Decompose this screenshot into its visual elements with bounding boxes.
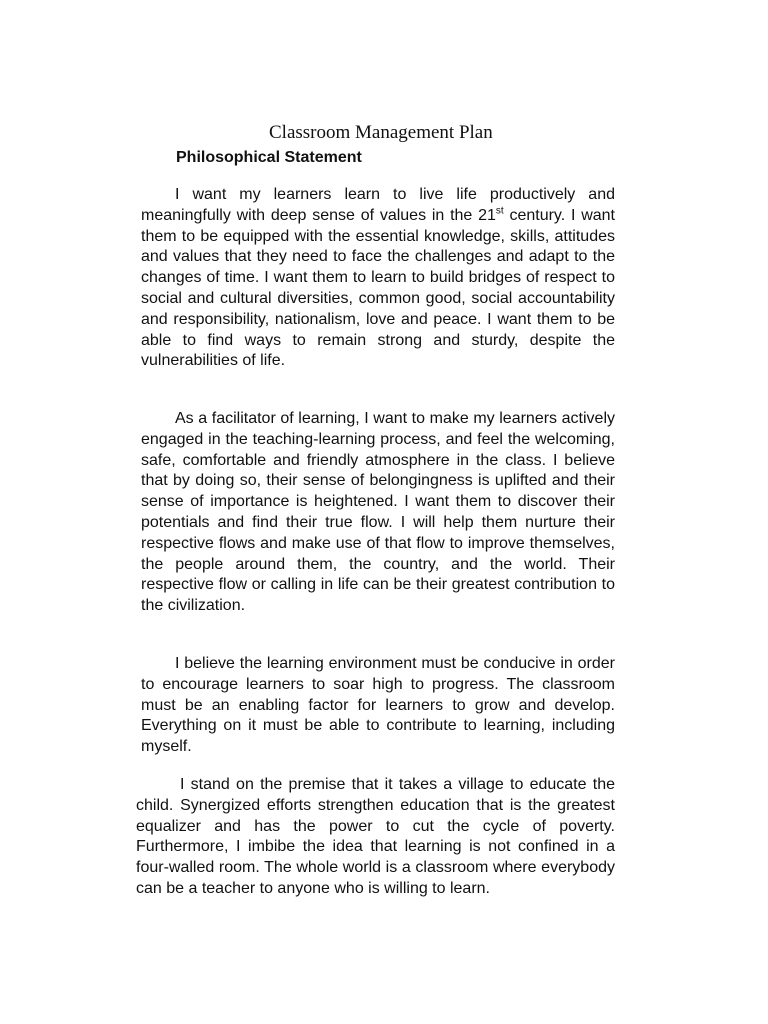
paragraph-1-text-continued: century. I want them to be equipped with the essential knowledge, skills, attitudes and values that they need to face the challenges and adapt to the changes of time. I want them to learn to build bridges of respect to social and cultural diversities, common good, social accountability and responsibility, nationalism, love and peace. I want them to be able to find ways to remain strong and sturdy, despite the vulnerabilities of life. — [141, 206, 615, 370]
paragraph-3: I believe the learning environment must be conducive in order to encourage learners to soar high to progress. The classroom must be an enabling factor for learners to grow and develop. Everything on it must be able to contribute to learning, including myself. — [141, 655, 615, 756]
section-heading: Philosophical Statement — [176, 149, 362, 166]
paragraph-2: As a facilitator of learning, I want to make my learners actively engaged in the teaching-learning process, and feel the welcoming, safe, comfortable and friendly atmosphere in the class. I believe that by doing so, their sense of belongingness is uplifted and their sense of importance is heightened. I want them to discover their potentials and find their true flow. I will help them nurture their respective flows and make use of that flow to improve themselves, the people around them, the country, and the world. Their respective flow or calling in life can be their greatest contribution to the civilization. — [141, 410, 615, 615]
ordinal-superscript: st — [495, 205, 504, 217]
paragraph-1 — [141, 185, 615, 372]
paragraph-1-text: I want my learners learn to live life productively and meaningfully with deep sense of values in the 21 — [141, 186, 615, 224]
page-title: Classroom Management Plan — [269, 122, 493, 143]
paragraph-4: I stand on the premise that it takes a village to educate the child. Synergized efforts strengthen education that is the greatest equalizer and has the power to cut the cycle of poverty. Furthermore, I imbibe the idea that learning is not confined in a four-walled room. The whole world is a classroom where everybody can be a teacher to anyone who is willing to learn. — [136, 776, 615, 897]
